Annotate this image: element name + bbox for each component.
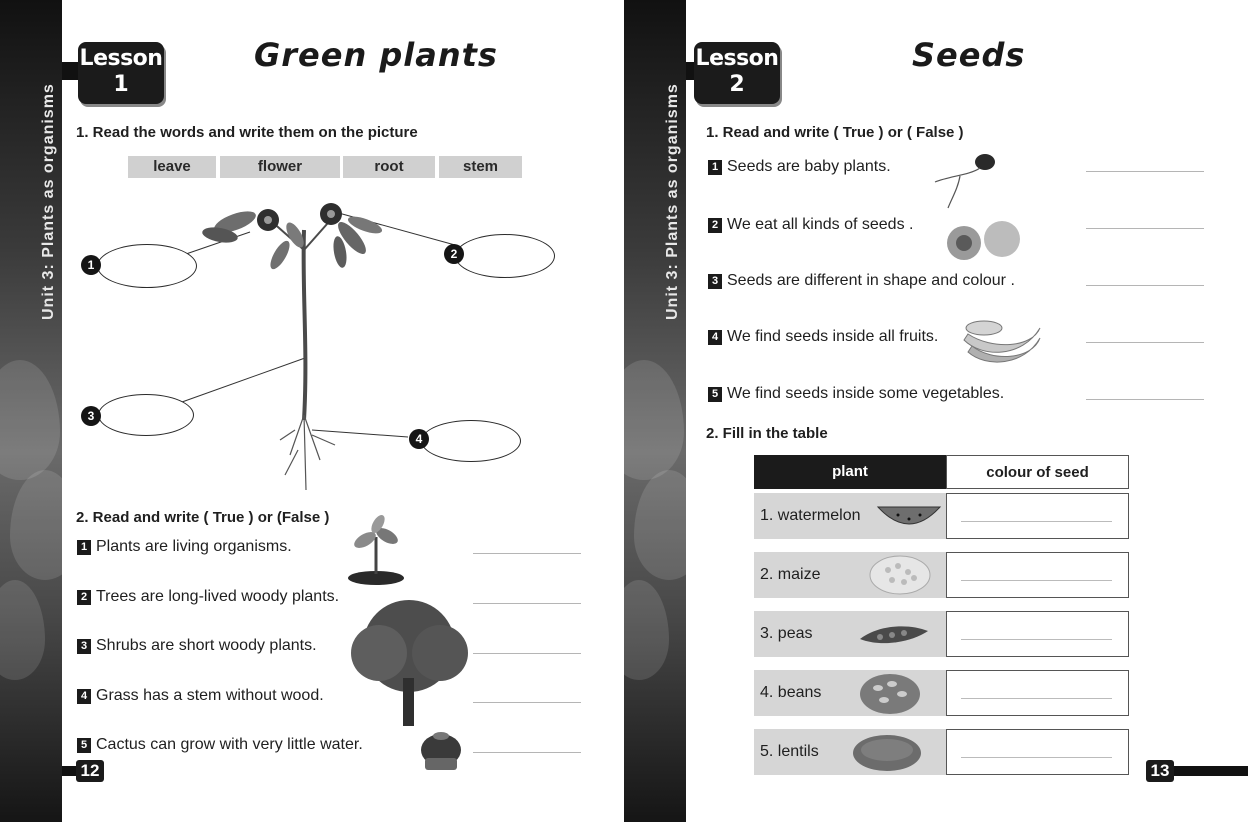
label-number-4: 4 bbox=[409, 429, 429, 449]
sprouting-seed-image bbox=[930, 150, 1000, 210]
colour-answer-cell[interactable] bbox=[946, 493, 1129, 539]
statement-text: We find seeds inside all fruits. bbox=[727, 328, 939, 345]
statement-number: 1 bbox=[77, 540, 91, 555]
statement-4 bbox=[77, 687, 324, 705]
word-bank-leave: leave bbox=[128, 156, 216, 178]
statement-number: 4 bbox=[77, 689, 91, 704]
lesson-badge bbox=[78, 42, 164, 104]
cactus-image bbox=[415, 724, 467, 772]
lesson-word: Lesson bbox=[79, 46, 163, 71]
roots bbox=[280, 415, 335, 490]
page-number-bar bbox=[62, 766, 76, 776]
statement-1 bbox=[77, 538, 292, 556]
table-row bbox=[754, 670, 1129, 716]
table-header-colour: colour of seed bbox=[946, 455, 1129, 489]
answer-line-5[interactable] bbox=[473, 752, 581, 753]
table-row bbox=[754, 552, 1129, 598]
lesson-word: Lesson bbox=[695, 46, 779, 71]
statement-text: We eat all kinds of seeds . bbox=[727, 216, 914, 233]
label-number-1: 1 bbox=[81, 255, 101, 275]
unit-label: Unit 3: Plants as organisms bbox=[664, 83, 681, 320]
answer-line-2[interactable] bbox=[473, 603, 581, 604]
answer-ellipse-3[interactable] bbox=[98, 394, 194, 436]
statement-number: 1 bbox=[708, 160, 722, 175]
statement-number: 3 bbox=[708, 274, 722, 289]
question-2-title: 2. Read and write ( True ) or (False ) bbox=[76, 509, 330, 526]
answer-line-3[interactable] bbox=[473, 653, 581, 654]
statement-5 bbox=[708, 385, 1004, 403]
statement-number: 5 bbox=[708, 387, 722, 402]
colour-answer-cell[interactable] bbox=[946, 552, 1129, 598]
lentils-image bbox=[852, 733, 922, 773]
answer-ellipse-1[interactable] bbox=[97, 244, 197, 288]
page-title: Seeds bbox=[912, 36, 1026, 74]
lesson-badge bbox=[694, 42, 780, 104]
leaf-decoration bbox=[624, 580, 669, 680]
leaf-decoration bbox=[634, 470, 686, 580]
plant-cell: 3. peas bbox=[754, 611, 946, 657]
statement-2 bbox=[708, 216, 913, 234]
page-number-bar bbox=[1174, 766, 1248, 776]
statement-number: 2 bbox=[77, 590, 91, 605]
unit-label: Unit 3: Plants as organisms bbox=[40, 83, 57, 320]
statement-1 bbox=[708, 158, 891, 176]
statement-3 bbox=[77, 637, 317, 655]
page-title: Green plants bbox=[254, 36, 498, 74]
statement-text: Cactus can grow with very little water. bbox=[96, 736, 363, 753]
question-1-title: 1. Read and write ( True ) or ( False ) bbox=[706, 124, 964, 141]
maize-seeds-image bbox=[868, 554, 932, 596]
flower-shape bbox=[264, 216, 272, 224]
statement-text: Plants are living organisms. bbox=[96, 538, 292, 555]
leaf-decoration bbox=[624, 360, 684, 480]
statement-text: We find seeds inside some vegetables. bbox=[727, 385, 1005, 402]
answer-line-5[interactable] bbox=[1086, 399, 1204, 400]
statement-number: 2 bbox=[708, 218, 722, 233]
flower-shape bbox=[327, 210, 335, 218]
right-page bbox=[624, 0, 1248, 822]
statement-3 bbox=[708, 272, 1015, 290]
answer-line-1[interactable] bbox=[473, 553, 581, 554]
leaf-decoration bbox=[0, 580, 45, 680]
answer-line-4[interactable] bbox=[1086, 342, 1204, 343]
leader-line bbox=[182, 358, 305, 402]
statement-2 bbox=[77, 588, 339, 606]
word-bank-flower: flower bbox=[220, 156, 340, 178]
colour-answer-cell[interactable] bbox=[946, 670, 1129, 716]
answer-line-2[interactable] bbox=[1086, 228, 1204, 229]
word-bank-stem: stem bbox=[439, 156, 522, 178]
statement-text: Seeds are different in shape and colour . bbox=[727, 272, 1015, 289]
plant-cell: 1. watermelon bbox=[754, 493, 946, 539]
answer-line-1[interactable] bbox=[1086, 171, 1204, 172]
seedling-image bbox=[345, 512, 407, 586]
plant-cell: 2. maize bbox=[754, 552, 946, 598]
tree-image bbox=[344, 598, 474, 728]
plant-cell: 5. lentils bbox=[754, 729, 946, 775]
watermelon-image bbox=[876, 501, 942, 531]
answer-line-4[interactable] bbox=[473, 702, 581, 703]
question-2-title: 2. Fill in the table bbox=[706, 425, 828, 442]
table-row bbox=[754, 493, 1129, 539]
table-header-plant: plant bbox=[754, 455, 946, 489]
word-bank-root: root bbox=[343, 156, 435, 178]
beans-image bbox=[858, 672, 922, 716]
leaf-decoration bbox=[0, 360, 60, 480]
leader-line bbox=[312, 430, 408, 437]
label-number-2: 2 bbox=[444, 244, 464, 264]
colour-answer-cell[interactable] bbox=[946, 729, 1129, 775]
statement-text: Trees are long-lived woody plants. bbox=[96, 588, 340, 605]
table-row bbox=[754, 729, 1129, 775]
lesson-number: 1 bbox=[113, 72, 129, 97]
banana-image bbox=[962, 314, 1044, 370]
page-number: 12 bbox=[76, 760, 104, 782]
lesson-number: 2 bbox=[729, 72, 745, 97]
peach-image bbox=[944, 215, 1024, 263]
answer-line-3[interactable] bbox=[1086, 285, 1204, 286]
plant-cell: 4. beans bbox=[754, 670, 946, 716]
pea-pod-image bbox=[858, 621, 930, 647]
page-number: 13 bbox=[1146, 760, 1174, 782]
answer-ellipse-4[interactable] bbox=[421, 420, 521, 462]
question-1-title: 1. Read the words and write them on the picture bbox=[76, 124, 418, 141]
statement-text: Seeds are baby plants. bbox=[727, 158, 891, 175]
colour-answer-cell[interactable] bbox=[946, 611, 1129, 657]
leaf-decoration bbox=[10, 470, 62, 580]
statement-number: 3 bbox=[77, 639, 91, 654]
leaf-shape bbox=[267, 238, 293, 272]
label-number-3: 3 bbox=[81, 406, 101, 426]
stem bbox=[304, 230, 306, 420]
statement-number: 4 bbox=[708, 330, 722, 345]
table-row bbox=[754, 611, 1129, 657]
statement-4 bbox=[708, 328, 938, 346]
statement-text: Grass has a stem without wood. bbox=[96, 687, 324, 704]
statement-5 bbox=[77, 736, 363, 754]
statement-text: Shrubs are short woody plants. bbox=[96, 637, 317, 654]
statement-number: 5 bbox=[77, 738, 91, 753]
answer-ellipse-2[interactable] bbox=[455, 234, 555, 278]
